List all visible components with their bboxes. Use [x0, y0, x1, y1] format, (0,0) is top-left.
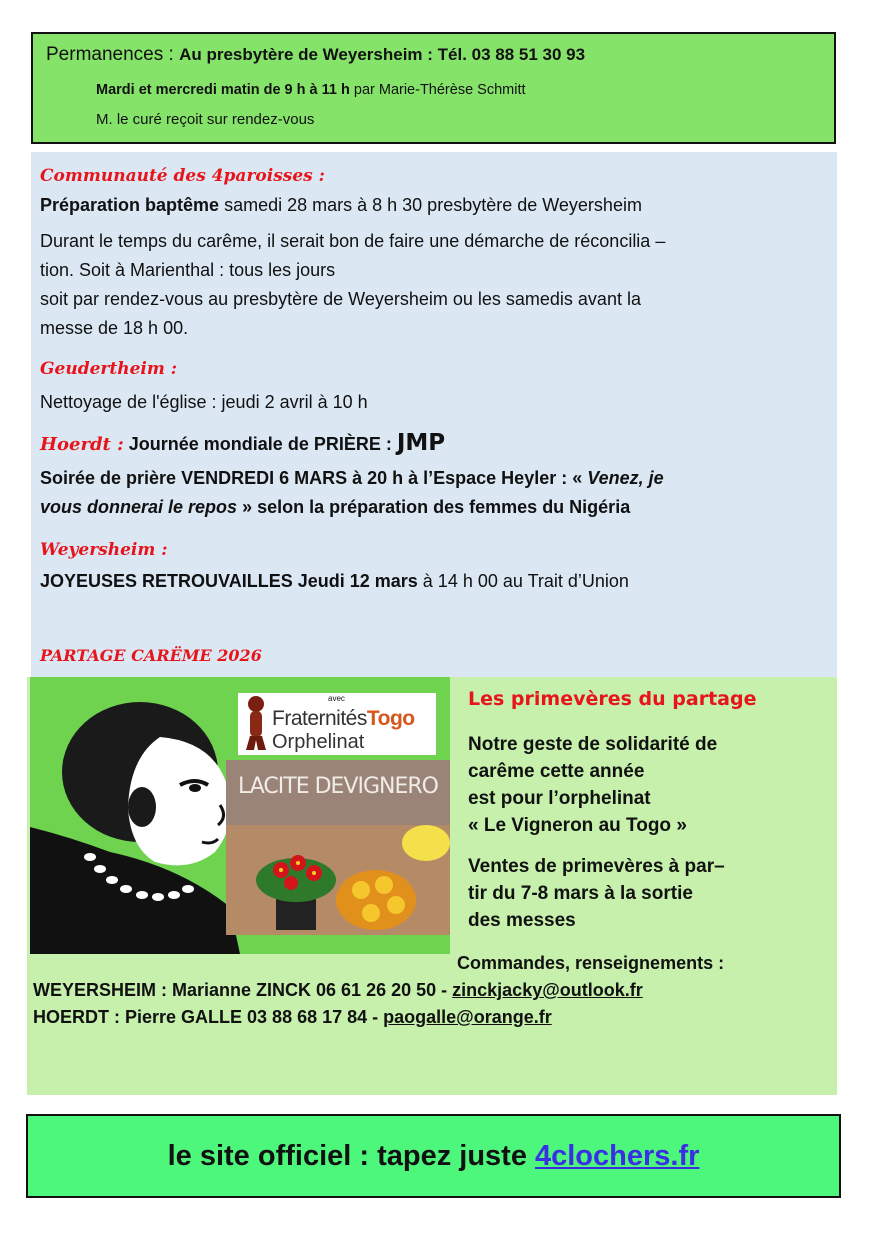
- hoerdt-title: Hoerdt :: [40, 434, 124, 455]
- careme-line-3: soit par rendez-vous au presbytère de Weyersheim ou les samedis avant la: [40, 289, 641, 309]
- logo-orphelinat: Orphelinat: [272, 731, 365, 753]
- permanences-hours: Mardi et mercredi matin de 9 h à 11 h: [96, 82, 350, 98]
- logo-title: [272, 707, 415, 731]
- hoerdt-soiree-italic-2: vous donnerai le repos: [40, 497, 238, 517]
- logo-fraternites: Fraternités: [272, 707, 367, 730]
- permanences-location: Au presbytère de Weyersheim : Tél. 03 88 51 30 93: [179, 45, 586, 64]
- primeveres-heading: Les primevères du partage: [468, 688, 757, 710]
- geudertheim-text: Nettoyage de l'église : jeudi 2 avril à 10 h: [40, 392, 368, 412]
- permanences-heading: [46, 44, 585, 66]
- logo-avec: avec: [328, 694, 345, 703]
- footer-text: le site officiel : tapez juste: [167, 1139, 527, 1172]
- website-link[interactable]: 4clochers.fr: [534, 1139, 700, 1172]
- weyersheim-line: [40, 567, 629, 596]
- careme-line-1: Durant le temps du carême, il serait bon de faire une démarche de réconcilia –: [40, 231, 666, 251]
- bapteme-line: [40, 191, 642, 220]
- permanences-cure: M. le curé reçoit sur rendez-vous: [96, 111, 315, 128]
- geudertheim-title: Geudertheim :: [40, 359, 178, 379]
- bapteme-label: Préparation baptême: [40, 195, 220, 215]
- orphanage-sign-photo: [226, 760, 450, 828]
- retrouvailles-details: à 14 h 00 au Trait d’Union: [422, 571, 629, 591]
- retrouvailles-label: JOYEUSES RETROUVAILLES Jeudi 12 mars: [40, 571, 418, 591]
- hoerdt-jmp: JMP: [396, 430, 446, 456]
- permanences-label: Permanences :: [46, 44, 174, 65]
- hoerdt-soiree-line-2: [40, 493, 830, 522]
- hoerdt-soiree-italic-1: Venez, je: [587, 468, 664, 488]
- geste-line-3: est pour l’orphelinat: [468, 788, 651, 809]
- contact-hoerdt: [33, 1007, 552, 1028]
- hoerdt-soiree-line-1: [40, 464, 830, 493]
- logo-togo: Togo: [366, 707, 415, 730]
- ventes-line-2: tir du 7-8 mars à la sortie: [468, 883, 693, 904]
- geste-line-1: Notre geste de solidarité de: [468, 734, 718, 755]
- geste-line-2: carême cette année: [468, 761, 645, 782]
- contact-weyersheim-email[interactable]: zinckjacky@outlook.fr: [452, 980, 643, 1000]
- contact-weyersheim: [33, 980, 643, 1001]
- careme-paragraph: [40, 227, 820, 343]
- weyersheim-title: Weyersheim :: [40, 540, 168, 560]
- fraternites-togo-logo: [238, 693, 436, 755]
- bapteme-details: samedi 28 mars à 8 h 30 presbytère de Weyersheim: [224, 195, 642, 215]
- statue-icon: [244, 696, 268, 752]
- hoerdt-journee: Journée mondiale de PRIÈRE :: [128, 434, 392, 454]
- ventes-paragraph: [468, 853, 833, 934]
- partage-title: PARTAGE CARËME 2026: [40, 646, 262, 665]
- contact-hoerdt-name: HOERDT : Pierre GALLE 03 88 68 17 84 -: [33, 1007, 379, 1027]
- primrose-flowers: [226, 825, 450, 935]
- careme-line-2: tion. Soit à Marienthal : tous les jours: [40, 260, 336, 280]
- sign-text: LACITE DEVIGNERO: [238, 774, 438, 799]
- geste-paragraph: [468, 731, 833, 839]
- careme-line-4: messe de 18 h 00.: [40, 318, 189, 338]
- commandes-label: Commandes, renseignements :: [457, 953, 725, 973]
- communaute-title: Communauté des 4paroisses :: [40, 166, 325, 186]
- footer-banner: [26, 1114, 841, 1198]
- hoerdt-soiree-text-b: » selon la préparation des femmes du Nigéria: [242, 497, 631, 517]
- hoerdt-heading: [40, 430, 445, 456]
- primrose-photo: [226, 825, 450, 935]
- hoerdt-soiree: [40, 464, 830, 522]
- permanences-hours-by: par Marie-Thérèse Schmitt: [353, 82, 526, 98]
- contact-hoerdt-email[interactable]: paogalle@orange.fr: [383, 1007, 552, 1027]
- permanences-hours-line: [96, 82, 526, 98]
- ventes-line-1: Ventes de primevères à par–: [468, 856, 725, 877]
- contact-weyersheim-name: WEYERSHEIM : Marianne ZINCK 06 61 26 20 50 -: [33, 980, 448, 1000]
- geste-line-4: « Le Vigneron au Togo »: [468, 815, 687, 836]
- hoerdt-soiree-text-a: Soirée de prière VENDREDI 6 MARS à 20 h à l’Espace Heyler : «: [40, 468, 583, 488]
- ventes-line-3: des messes: [468, 910, 576, 931]
